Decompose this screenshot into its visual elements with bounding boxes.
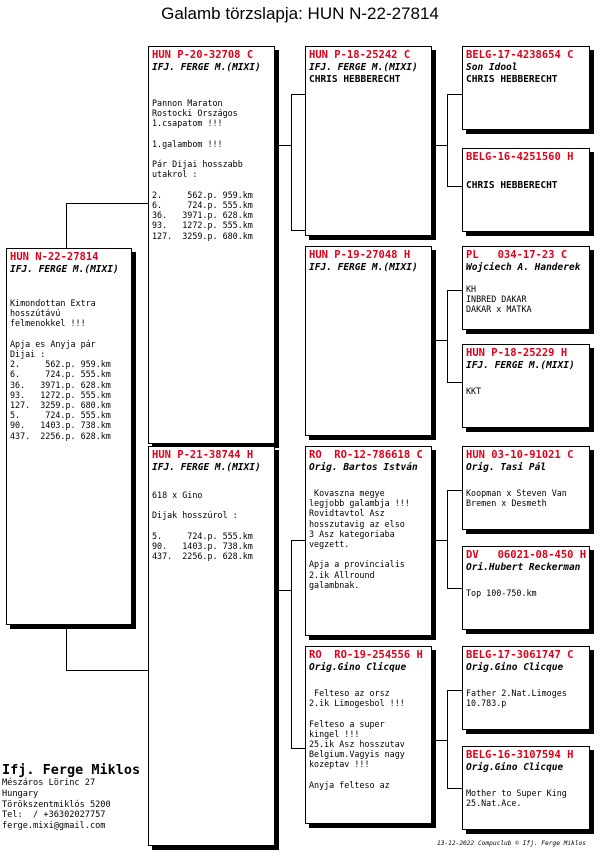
connector (447, 690, 448, 788)
owner-name: Orig.Gino Clicque (309, 662, 407, 673)
connector (447, 186, 462, 187)
breeder-name: CHRIS HEBBERECHT (466, 180, 558, 191)
ring-number: BELG-17-4238654 C (466, 49, 574, 61)
connector (291, 540, 292, 748)
pigeon-card-ssd (462, 148, 590, 232)
connector (447, 290, 462, 291)
pigeon-notes: Koopman x Steven Van Bremen x Desmeth (466, 488, 567, 509)
pigeon-card-sds (462, 246, 590, 330)
ring-number: HUN P-19-27048 H (309, 249, 411, 261)
pigeon-card-sdd (462, 344, 590, 428)
pigeon-notes: Father 2.Nat.Limoges 10.783.p (466, 688, 567, 709)
connector (447, 94, 462, 95)
owner-name: IFJ. FERGE M.(MIXI) (466, 360, 575, 371)
pigeon-notes: Pannon Maraton Rostocki Országos 1.csapatom !!! 1.galambom !!! Pár Dijai hosszabb utakrol : 2. 562.p. 959.km 6. 724.p. 555.km 36. 3971.p. 628.km 93. 1272.p. 555.km 127. 3259.p. 680.km (152, 98, 253, 241)
connector (66, 203, 67, 248)
ring-number: HUN N-22-27814 (10, 251, 99, 263)
owner-name: Orig.Gino Clicque (466, 662, 564, 673)
connector (447, 588, 462, 589)
owner-name: Son Idool (466, 62, 518, 73)
owner-name: IFJ. FERGE M.(MIXI) (152, 462, 261, 473)
connector (447, 382, 462, 383)
pigeon-notes: Felteso az orsz 2.ik Limogesbol !!! Felteso a super kingel !!! 25.ik Asz hosszutav Belgium.Vagyis nagy kozeptav !!! Anyja felteso az (309, 688, 405, 790)
pigeon-card-sire-sire (305, 46, 432, 236)
ring-number: PL 034-17-23 C (466, 249, 568, 261)
connector (447, 788, 462, 789)
pigeon-card-dam-dam (305, 646, 432, 824)
ring-number: HUN P-18-25242 C (309, 49, 411, 61)
pigeon-notes: Kovaszna megye legjobb galambja !!! Rovidtavtol Asz hosszutavig az elso 3 Asz kategoriaba vegzett. Apja a provincialis 2.ik Allround galambnak. (309, 488, 410, 590)
ring-number: RO RO-19-254556 H (309, 649, 423, 661)
pigeon-notes: Top 100-750.km (466, 588, 537, 598)
page-title: Galamb törzslapja: HUN N-22-27814 (161, 4, 439, 23)
pigeon-notes: 618 x Gino Dijak hosszúrol : 5. 724.p. 555.km 90. 1403.p. 738.km 437. 2256.p. 628.km (152, 490, 253, 562)
owner-name: IFJ. FERGE M.(MIXI) (152, 62, 261, 73)
pigeon-notes: KH INBRED DAKAR DAKAR x MATKA (466, 284, 532, 315)
breeder-name: CHRIS HEBBERECHT (466, 74, 558, 85)
connector (432, 740, 447, 741)
pigeon-card-sire-dam (305, 246, 432, 436)
pigeon-card-dam (148, 446, 275, 846)
connector (291, 540, 305, 541)
pigeon-card-dam-sire (305, 446, 432, 636)
pigeon-card-subject (6, 248, 132, 625)
connector (447, 490, 448, 588)
ring-number: BELG-17-3061747 C (466, 649, 574, 661)
pigeon-card-sss (462, 46, 590, 130)
ring-number: BELG-16-4251560 H (466, 151, 574, 163)
connector (275, 145, 291, 146)
footer-credit: 13-12-2022 Compuclub © Ifj. Ferge Miklos (436, 840, 586, 847)
owner-name: Orig.Gino Clicque (466, 762, 564, 773)
ring-number: HUN 03-10-91021 C (466, 449, 574, 461)
breeder-address: Mészáros Lörinc 27 (2, 778, 96, 788)
breeder-name: Ifj. Ferge Miklos (2, 762, 141, 778)
connector (447, 690, 462, 691)
breeder-contact (2, 762, 140, 832)
breeder-country: Hungary (2, 788, 39, 799)
connector (291, 230, 305, 231)
breeder-city: Törökszentmiklós 5200 (2, 799, 111, 810)
connector (432, 540, 447, 541)
connector (447, 490, 462, 491)
pigeon-card-dss (462, 446, 590, 530)
connector (432, 145, 447, 146)
connector (275, 590, 291, 591)
ring-number: HUN P-21-38744 H (152, 449, 254, 461)
pigeon-card-dds (462, 646, 590, 730)
breeder-email: ferge.mixi@gmail.com (2, 821, 106, 832)
connector (447, 94, 448, 186)
connector (291, 748, 305, 749)
ring-number: HUN P-18-25229 H (466, 347, 568, 359)
pigeon-card-sire (148, 46, 275, 444)
breeder-phone: Tel: / +36302027757 (2, 810, 106, 821)
connector (66, 203, 148, 204)
connector (66, 670, 148, 671)
pigeon-card-dsd (462, 546, 590, 630)
pigeon-notes: Kimondottan Extra hosszútávú felmenokkel !!! Apja es Anyja pár Dijai : 2. 562.p. 959.km 6. 724.p. 555.km 36. 3971.p. 628.km 93. 1272.p. 555.km 127. 3259.p. 680.km 5. 724.p. 555.km 90. 1403.p. 738.km 437. 2256.p. 628.km (10, 298, 111, 441)
owner-name: IFJ. FERGE M.(MIXI) (309, 62, 418, 73)
ring-number: RO RO-12-786618 C (309, 449, 423, 461)
pigeon-notes: KKT (466, 386, 482, 396)
pigeon-notes: Mother to Super King 25.Nat.Ace. (466, 788, 567, 809)
owner-name: Ori.Hubert Reckerman (466, 562, 581, 573)
owner-name: Orig. Bartos István (309, 462, 418, 473)
breeder-name: CHRIS HEBBERECHT (309, 74, 401, 85)
owner-name: IFJ. FERGE M.(MIXI) (309, 262, 418, 273)
connector (66, 625, 67, 670)
owner-name: Orig. Tasi Pál (466, 462, 547, 473)
pigeon-card-ddd (462, 746, 590, 830)
ring-number: DV 06021-08-450 H (466, 549, 587, 561)
owner-name: IFJ. FERGE M.(MIXI) (10, 264, 119, 275)
connector (447, 290, 448, 382)
connector (291, 94, 305, 95)
connector (432, 340, 447, 341)
ring-number: BELG-16-3107594 H (466, 749, 574, 761)
owner-name: Wojciech A. Handerek (466, 262, 581, 273)
connector (291, 94, 292, 230)
ring-number: HUN P-20-32708 C (152, 49, 254, 61)
